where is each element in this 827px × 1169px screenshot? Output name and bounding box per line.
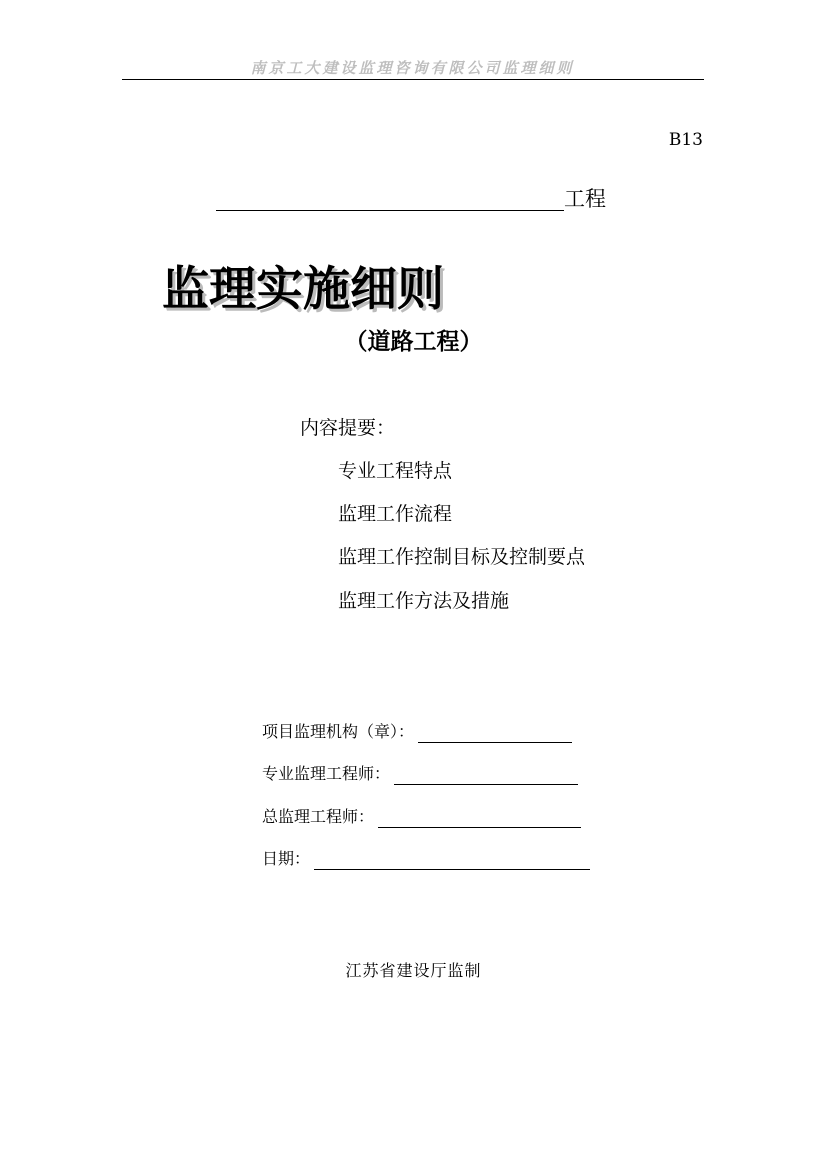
summary-heading: 内容提要： — [300, 417, 396, 439]
signature-label: 专业监理工程师： — [262, 764, 391, 783]
summary-item: 监理工作方法及措施 — [338, 590, 510, 612]
signature-blank-date — [314, 851, 590, 870]
header-divider — [122, 79, 704, 80]
document-code: B13 — [668, 130, 703, 150]
running-header: 南京工大建设监理咨询有限公司监理细则 — [250, 59, 575, 77]
summary-item: 专业工程特点 — [338, 460, 453, 482]
signature-row-chief — [262, 806, 581, 828]
signature-row-date — [262, 848, 590, 870]
signature-row-specialist — [262, 763, 578, 785]
project-name-line — [216, 187, 606, 211]
signature-blank-agency — [418, 724, 572, 743]
page-subtitle: （道路工程） — [344, 329, 483, 355]
summary-item: 监理工作控制目标及控制要点 — [338, 546, 586, 568]
project-suffix: 工程 — [564, 187, 606, 211]
signature-label: 总监理工程师： — [262, 807, 375, 826]
project-name-blank — [216, 188, 564, 211]
signature-label: 项目监理机构（章）： — [262, 722, 415, 741]
summary-item: 监理工作流程 — [338, 503, 453, 525]
signature-label: 日期： — [262, 849, 311, 868]
signature-blank-specialist — [394, 766, 578, 785]
signature-blank-chief — [378, 809, 581, 828]
signature-row-agency — [262, 721, 572, 743]
page-title: 监理实施细则 — [162, 262, 444, 317]
issuer-footer: 江苏省建设厅监制 — [345, 961, 482, 980]
